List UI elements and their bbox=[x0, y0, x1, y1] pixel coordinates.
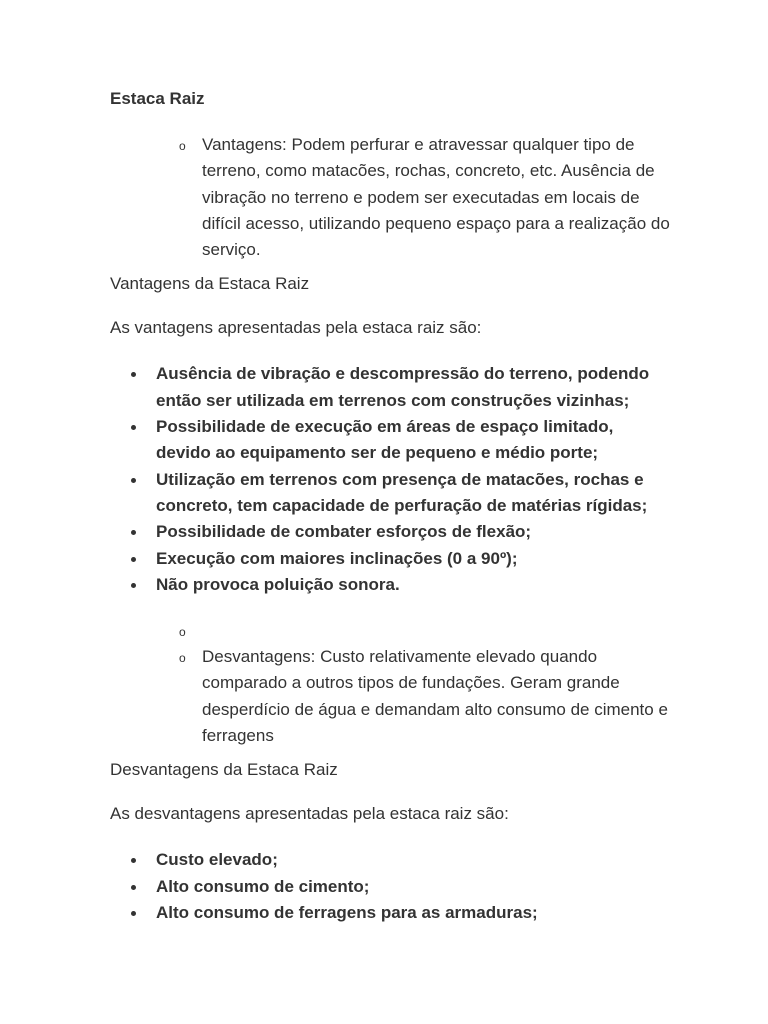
list-item-text: Possibilidade de execução em áreas de espaço limitado, devido ao equipamento ser de pequeno e médio porte; bbox=[156, 417, 614, 463]
bullet-icon bbox=[131, 583, 136, 588]
disadvantages-heading: Desvantagens da Estaca Raiz bbox=[110, 760, 338, 780]
list-item bbox=[156, 900, 670, 926]
disadvantages-intro: As desvantagens apresentadas pela estaca raiz são: bbox=[110, 804, 509, 824]
bullet-icon bbox=[131, 478, 136, 483]
list-item bbox=[156, 519, 670, 545]
circle-bullet-icon: o bbox=[179, 139, 186, 153]
advantages-summary-text: Vantagens: Podem perfurar e atravessar qualquer tipo de terreno, como matacões, rochas, concreto, etc. Ausência de vibração no terreno e podem ser executadas em locais de difícil acesso, utilizando pequeno espaço para a realização do serviço. bbox=[202, 135, 670, 260]
disadvantages-list bbox=[110, 847, 670, 926]
list-item bbox=[156, 361, 670, 414]
list-item bbox=[156, 414, 670, 467]
list-item bbox=[156, 847, 670, 873]
list-item bbox=[179, 618, 670, 644]
bullet-icon bbox=[131, 885, 136, 890]
bullet-icon bbox=[131, 858, 136, 863]
disadvantages-summary-list bbox=[110, 618, 670, 749]
list-item-text: Alto consumo de ferragens para as armaduras; bbox=[156, 902, 538, 922]
bullet-icon bbox=[131, 911, 136, 916]
circle-bullet-icon: o bbox=[179, 651, 186, 666]
document-title: Estaca Raiz bbox=[110, 89, 205, 108]
list-item bbox=[156, 546, 670, 572]
bullet-icon bbox=[131, 372, 136, 377]
list-item-text: Utilização em terrenos com presença de matacões, rochas e concreto, tem capacidade de perfuração de matérias rígidas; bbox=[156, 469, 648, 515]
advantages-summary-list bbox=[110, 132, 670, 263]
list-item bbox=[156, 467, 670, 520]
document-page bbox=[110, 88, 670, 926]
list-item-text: Custo elevado; bbox=[156, 850, 278, 870]
advantages-list bbox=[110, 361, 670, 598]
list-item bbox=[156, 874, 670, 900]
advantages-heading: Vantagens da Estaca Raiz bbox=[110, 274, 310, 294]
list-item bbox=[179, 644, 670, 749]
circle-bullet-icon: o bbox=[179, 625, 186, 640]
disadvantages-summary-text: Desvantagens: Custo relativamente elevado quando comparado a outros tipos de fundações. Geram grande desperdício de água e demandam alto consumo de cimento e ferragens bbox=[202, 647, 668, 746]
bullet-icon bbox=[131, 557, 136, 562]
list-item-text: Possibilidade de combater esforços de flexão; bbox=[156, 522, 532, 542]
list-item-text: Alto consumo de cimento; bbox=[156, 876, 370, 896]
bullet-icon bbox=[131, 530, 136, 535]
list-item-text: Ausência de vibração e descompressão do terreno, podendo então ser utilizada em terrenos com construções vizinhas; bbox=[156, 364, 650, 410]
list-item bbox=[156, 572, 670, 598]
list-item-text: Execução com maiores inclinações (0 a 90º); bbox=[156, 548, 518, 568]
bullet-icon bbox=[131, 425, 136, 430]
list-item-text: Não provoca poluição sonora. bbox=[156, 574, 400, 594]
list-item bbox=[179, 132, 670, 263]
advantages-intro: As vantagens apresentadas pela estaca raiz são: bbox=[110, 318, 482, 338]
